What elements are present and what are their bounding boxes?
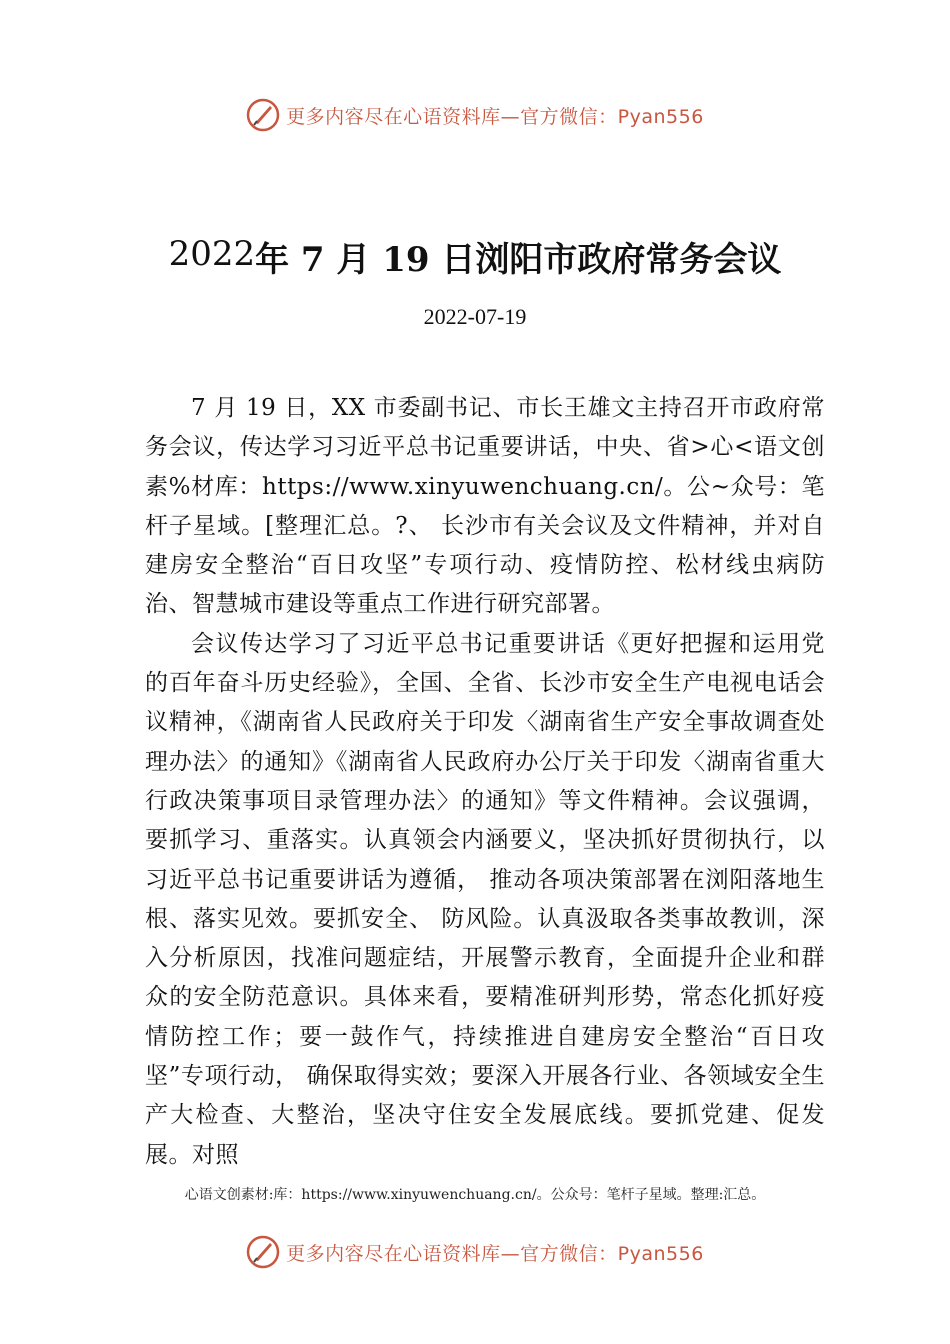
footer-note: 心语文创素材:库：https://www.xinyuwenchuang.cn/。公众号：笔杆子星域。整理:汇总。 — [184, 1187, 766, 1203]
banner-text: 更多内容尽在心语资料库—官方微信：Pyan556 — [286, 1242, 704, 1265]
header-banner — [0, 95, 950, 135]
document-title — [0, 232, 950, 281]
footer-banner — [0, 1232, 950, 1272]
document-body — [145, 389, 825, 1175]
quill-logo-icon — [246, 98, 280, 132]
quill-logo-icon — [246, 1235, 280, 1269]
paragraph-1: 7 月 19 日，XX 市委副书记、市长王雄文主持召开市政府常务会议，传达学习习近平总书记重要讲话，中央、省>心<语文创素%材库：https://www.xinyuwenchuang.cn/。公~众号：笔杆子星域。[整理汇总。?、 长沙市有关会议及文件精神，并对自建房安全整治“百日攻坚”专项行动、疫情防控、松材线虫病防治、智慧城市建设等重点工作进行研究部署。 — [145, 395, 825, 618]
title-year: 2022 — [168, 234, 256, 274]
banner-text: 更多内容尽在心语资料库—官方微信：Pyan556 — [286, 105, 704, 128]
title-main: 年 7 月 19 日浏阳市政府常务会议 — [255, 240, 782, 280]
document-date: 2022-07-19 — [423, 304, 527, 329]
paragraph-2: 会议传达学习了习近平总书记重要讲话《更好把握和运用党的百年奋斗历史经验》，全国、全省、长沙市安全生产电视电话会议精神，《湖南省人民政府关于印发〈湖南省生产安全事故调查处理办法〉的通知》《湖南省人民政府办公厅关于印发〈湖南省重大行政决策事项目录管理办法〉的通知》等文件精神。会议强调，要抓学习、重落实。认真领会内涵要义，坚决抓好贯彻执行，以习近平总书记重要讲话为遵循， 推动各项决策部署在浏阳落地生根、落实见效。要抓安全、 防风险。认真汲取各类事故教训，深入分析原因，找准问题症结，开展警示教育，全面提升企业和群众的安全防范意识。具体来看，要精准研判形势，常态化抓好疫情防控工作；要一鼓作气，持续推进自建房安全整治“百日攻坚”专项行动， 确保取得实效；要深入开展各行业、各领域安全生产大检查、大整治，坚决守住安全发展底线。要抓党建、促发展。对照 — [145, 630, 825, 1168]
